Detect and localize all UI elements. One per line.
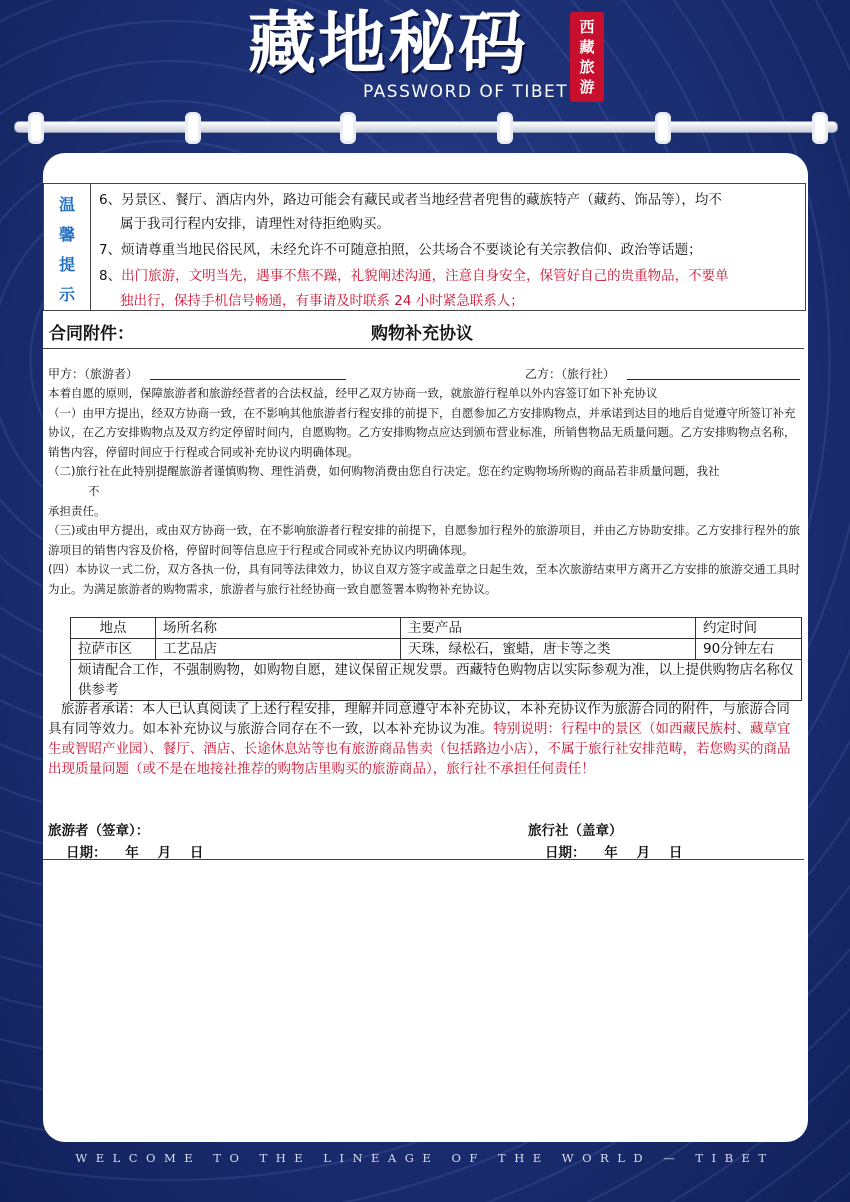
tip-warning-text: 出门旅游，文明当先，遇事不焦不躁，礼貌阐述沟通，注意自身安全，保管好自己的贵重物品，不要单 (121, 268, 729, 284)
table-cell: 拉萨市区 (71, 639, 156, 660)
table-header: 约定时间 (696, 618, 802, 639)
party-b-label: 乙方：（旅行社） (525, 367, 616, 381)
scroll-ring (28, 112, 44, 144)
party-a-label: 甲方：（旅游者） (48, 367, 139, 381)
agency-seal-label: 旅行社（盖章） (528, 823, 623, 839)
brand-subtitle: PASSWORD OF TIBET (363, 82, 569, 102)
table-header: 地点 (71, 618, 156, 639)
tips-label-char: 馨 (58, 225, 75, 244)
footer-slogan: WELCOME TO THE LINEAGE OF THE WORLD — TIBET (75, 1151, 775, 1165)
agreement-clause: （二)旅行社在此特别提醒旅游者谨慎购物、理性消费，如何购物消费由您自行决定。您在约定购物场所购的商品若非质量问题，我社 (48, 464, 720, 479)
red-seal (570, 12, 604, 102)
special-note: 特别说明：行程中的景区（如西藏民族村、藏草宜生或智昭产业园）、餐厅、酒店、长途休息站等也有旅游商品售卖（包括路边小店），不属于旅行社安排范畴，若您购买的商品出现质量问题（或不是在地接社推荐的购物店里购买的旅游商品），旅行社不承担任何责任！ (48, 721, 791, 777)
scroll-ring (812, 112, 828, 144)
table-header-row (71, 618, 802, 639)
table-note-row (71, 660, 802, 701)
agency-date: 日期： 年 月 日 (545, 845, 683, 861)
agreement-clause: （三)或由甲方提出，或由双方协商一致，在不影响旅游者行程安排的前提下，自愿参加行程外的旅游项目，并由乙方协助安排。乙方安排行程外的旅游项目的销售内容及价格，停留时间等信息应于行程或合同或补充协议内明确体现。 (48, 523, 800, 557)
table-cell: 90分钟左右 (696, 639, 802, 660)
tips-label-char: 提 (58, 255, 75, 274)
tip-line: 7、烦请尊重当地民俗民风，未经允许不可随意拍照，公共场合不要谈论有关宗教信仰、政治等话题； (99, 242, 702, 258)
agreement-clause: 承担责任。 (48, 503, 106, 518)
agreement-clause: (四）本协议一式二份，双方各执一份，具有同等法律效力，协议自双方签字或盖章之日起生效，至本次旅游结束甲方离开乙方安排的旅游交通工具时为止。为满足旅游者的购物需求，旅游者与旅行社经协商一致自愿签署本购物补充协议。 (48, 562, 800, 596)
scroll-ring (497, 112, 513, 144)
party-a-signature-line (150, 379, 346, 380)
agreement-clause: 不 (88, 483, 100, 498)
scroll-ring (340, 112, 356, 144)
table-header: 场所名称 (156, 618, 401, 639)
scroll-ring (185, 112, 201, 144)
agreement-title: 购物补充协议 (371, 324, 473, 344)
agreement-clause: （一）由甲方提出，经双方协商一致，在不影响其他旅游者行程安排的前提下，自愿参加乙方安排购物点，并承诺到达目的地后自觉遵守所签订补充协议，在乙方安排购物点及双方约定停留时间内，自愿购物。乙方安排购物点应达到颁布营业标准，所销售物品无质量问题。乙方安排购物点名称，销售内容，停留时间应于行程或合同或补充协议内明确体现。 (48, 405, 796, 459)
attachment-header (43, 312, 804, 349)
scroll-ring (655, 112, 671, 144)
tips-label (44, 184, 91, 310)
party-b-signature-line (627, 379, 800, 380)
attachment-label: 合同附件： (49, 324, 134, 344)
agreement-intro: 本着自愿的原则，保障旅游者和旅游经营者的合法权益，经甲乙双方协商一致，就旅游行程单以外内容签订如下补充协议 (48, 386, 658, 400)
agreement-body (48, 384, 802, 600)
promise-text: 旅游者承诺：本人已认真阅读了上述行程安排，理解并同意遵守本补充协议，本补充协议作为旅游合同的附件，与旅游合同具有同等效力。如本补充协议与旅游合同存在不一致，以本补充协议为准。 (48, 701, 790, 737)
signature-divider (43, 859, 804, 860)
seal-char: 游 (579, 78, 595, 96)
table-cell: 天珠，绿松石，蜜蜡，唐卡等之类 (401, 639, 696, 660)
tip-line-warning (99, 264, 729, 284)
seal-char: 藏 (579, 38, 595, 56)
shopping-table (70, 617, 802, 701)
table-cell: 工艺品店 (156, 639, 401, 660)
tips-label-char: 温 (58, 195, 75, 214)
seal-char: 旅 (579, 58, 595, 76)
tip-line-warning: 独出行，保持手机信号畅通，有事请及时联系 24 小时紧急联系人； (120, 293, 524, 309)
brand-title: 藏地秘码 (248, 4, 529, 84)
tourist-date: 日期： 年 月 日 (66, 845, 204, 861)
tip-line: 属于我司行程内安排，请理性对待拒绝购买。 (120, 216, 390, 232)
table-header: 主要产品 (401, 618, 696, 639)
tips-box (43, 183, 806, 311)
tourist-promise (48, 699, 802, 779)
seal-char: 西 (579, 18, 595, 36)
tip-line: 6、另景区、餐厅、酒店内外，路边可能会有藏民或者当地经营者兜售的藏族特产（藏药、饰品等），均不 (99, 192, 722, 208)
tips-label-char: 示 (58, 285, 75, 304)
header-banner (0, 0, 850, 125)
table-note: 烦请配合工作，不强制购物，如购物自愿，建议保留正规发票。西藏特色购物店以实际参观为准，以上提供购物店名称仅供参考 (71, 660, 802, 701)
tip-number: 8、 (99, 268, 122, 284)
scroll-rod (14, 121, 838, 133)
tourist-signature-label: 旅游者（签章）： (48, 823, 150, 839)
table-row (71, 639, 802, 660)
